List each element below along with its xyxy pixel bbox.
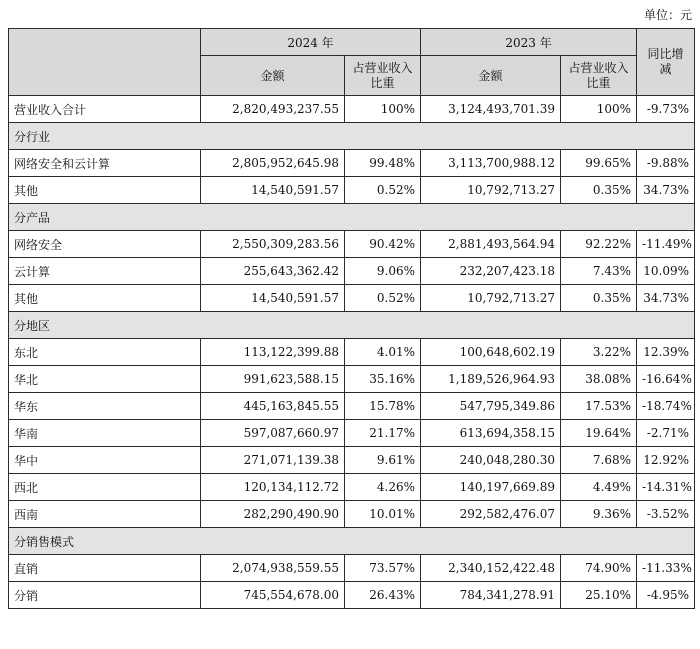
row-label: 东北 — [9, 339, 201, 366]
amount-2024: 2,805,952,645.98 — [201, 150, 345, 177]
row-label: 网络安全 — [9, 231, 201, 258]
amount-2024: 282,290,490.90 — [201, 501, 345, 528]
row-label: 华北 — [9, 366, 201, 393]
table-row — [9, 339, 695, 366]
section-title: 分行业 — [9, 123, 695, 150]
share-2023: 99.65% — [561, 150, 637, 177]
share-2023: 17.53% — [561, 393, 637, 420]
share-2024: 15.78% — [345, 393, 421, 420]
share-2024: 4.01% — [345, 339, 421, 366]
total-share-2023: 100% — [561, 96, 637, 123]
row-label: 其他 — [9, 285, 201, 312]
share-2023: 3.22% — [561, 339, 637, 366]
yoy-change: -2.71% — [637, 420, 695, 447]
header-share-2023: 占营业收入比重 — [561, 56, 637, 96]
total-label: 营业收入合计 — [9, 96, 201, 123]
table-row — [9, 447, 695, 474]
header-year-2024: 2024 年 — [201, 29, 421, 56]
amount-2024: 271,071,139.38 — [201, 447, 345, 474]
share-2024: 73.57% — [345, 555, 421, 582]
yoy-change: -11.33% — [637, 555, 695, 582]
amount-2023: 784,341,278.91 — [421, 582, 561, 609]
section-title: 分产品 — [9, 204, 695, 231]
amount-2024: 2,550,309,283.56 — [201, 231, 345, 258]
amount-2023: 547,795,349.86 — [421, 393, 561, 420]
row-label: 其他 — [9, 177, 201, 204]
amount-2023: 240,048,280.30 — [421, 447, 561, 474]
amount-2024: 113,122,399.88 — [201, 339, 345, 366]
row-label: 西北 — [9, 474, 201, 501]
amount-2023: 100,648,602.19 — [421, 339, 561, 366]
amount-2024: 445,163,845.55 — [201, 393, 345, 420]
table-row — [9, 393, 695, 420]
table-row — [9, 258, 695, 285]
total-row — [9, 96, 695, 123]
table-row — [9, 285, 695, 312]
section-title: 分销售模式 — [9, 528, 695, 555]
share-2023: 38.08% — [561, 366, 637, 393]
header-yoy: 同比增减 — [637, 29, 695, 96]
share-2023: 19.64% — [561, 420, 637, 447]
share-2024: 99.48% — [345, 150, 421, 177]
yoy-change: 10.09% — [637, 258, 695, 285]
total-share-2024: 100% — [345, 96, 421, 123]
total-amount-2023: 3,124,493,701.39 — [421, 96, 561, 123]
yoy-change: 34.73% — [637, 177, 695, 204]
section-title: 分地区 — [9, 312, 695, 339]
section-header-row — [9, 312, 695, 339]
yoy-change: -18.74% — [637, 393, 695, 420]
section-header-row — [9, 528, 695, 555]
share-2024: 21.17% — [345, 420, 421, 447]
total-yoy: -9.73% — [637, 96, 695, 123]
yoy-change: -11.49% — [637, 231, 695, 258]
amount-2023: 140,197,669.89 — [421, 474, 561, 501]
share-2023: 0.35% — [561, 177, 637, 204]
share-2023: 7.68% — [561, 447, 637, 474]
share-2024: 0.52% — [345, 285, 421, 312]
header-share-2024: 占营业收入比重 — [345, 56, 421, 96]
share-2023: 92.22% — [561, 231, 637, 258]
amount-2023: 10,792,713.27 — [421, 177, 561, 204]
share-2024: 0.52% — [345, 177, 421, 204]
yoy-change: -4.95% — [637, 582, 695, 609]
yoy-change: -3.52% — [637, 501, 695, 528]
amount-2023: 3,113,700,988.12 — [421, 150, 561, 177]
share-2023: 7.43% — [561, 258, 637, 285]
share-2024: 10.01% — [345, 501, 421, 528]
share-2023: 9.36% — [561, 501, 637, 528]
share-2024: 35.16% — [345, 366, 421, 393]
header-amount-2024: 金额 — [201, 56, 345, 96]
share-2024: 90.42% — [345, 231, 421, 258]
amount-2024: 14,540,591.57 — [201, 285, 345, 312]
table-row — [9, 501, 695, 528]
table-row — [9, 366, 695, 393]
section-header-row — [9, 204, 695, 231]
amount-2023: 292,582,476.07 — [421, 501, 561, 528]
row-label: 网络安全和云计算 — [9, 150, 201, 177]
row-label: 华南 — [9, 420, 201, 447]
share-2024: 26.43% — [345, 582, 421, 609]
unit-label: 单位：元 — [643, 8, 692, 22]
amount-2023: 10,792,713.27 — [421, 285, 561, 312]
row-label: 华中 — [9, 447, 201, 474]
table-row — [9, 420, 695, 447]
share-2024: 9.06% — [345, 258, 421, 285]
amount-2023: 613,694,358.15 — [421, 420, 561, 447]
table-row — [9, 474, 695, 501]
total-amount-2024: 2,820,493,237.55 — [201, 96, 345, 123]
row-label: 云计算 — [9, 258, 201, 285]
yoy-change: -9.88% — [637, 150, 695, 177]
share-2023: 25.10% — [561, 582, 637, 609]
row-label: 华东 — [9, 393, 201, 420]
yoy-change: -14.31% — [637, 474, 695, 501]
header-year-2023: 2023 年 — [421, 29, 637, 56]
table-row — [9, 555, 695, 582]
header-blank-cell — [9, 29, 201, 96]
amount-2024: 991,623,588.15 — [201, 366, 345, 393]
table-row — [9, 177, 695, 204]
yoy-change: 34.73% — [637, 285, 695, 312]
share-2023: 4.49% — [561, 474, 637, 501]
share-2023: 74.90% — [561, 555, 637, 582]
row-label: 直销 — [9, 555, 201, 582]
section-header-row — [9, 123, 695, 150]
table-row — [9, 582, 695, 609]
table-row — [9, 231, 695, 258]
amount-2023: 2,340,152,422.48 — [421, 555, 561, 582]
yoy-change: 12.39% — [637, 339, 695, 366]
table-row — [9, 150, 695, 177]
amount-2023: 1,189,526,964.93 — [421, 366, 561, 393]
amount-2024: 255,643,362.42 — [201, 258, 345, 285]
header-amount-2023: 金额 — [421, 56, 561, 96]
amount-2024: 2,074,938,559.55 — [201, 555, 345, 582]
revenue-table — [8, 28, 695, 609]
row-label: 分销 — [9, 582, 201, 609]
yoy-change: 12.92% — [637, 447, 695, 474]
share-2024: 9.61% — [345, 447, 421, 474]
amount-2023: 232,207,423.18 — [421, 258, 561, 285]
amount-2024: 120,134,112.72 — [201, 474, 345, 501]
amount-2024: 745,554,678.00 — [201, 582, 345, 609]
amount-2024: 14,540,591.57 — [201, 177, 345, 204]
share-2023: 0.35% — [561, 285, 637, 312]
header-row-years — [9, 29, 695, 56]
amount-2023: 2,881,493,564.94 — [421, 231, 561, 258]
amount-2024: 597,087,660.97 — [201, 420, 345, 447]
yoy-change: -16.64% — [637, 366, 695, 393]
share-2024: 4.26% — [345, 474, 421, 501]
row-label: 西南 — [9, 501, 201, 528]
